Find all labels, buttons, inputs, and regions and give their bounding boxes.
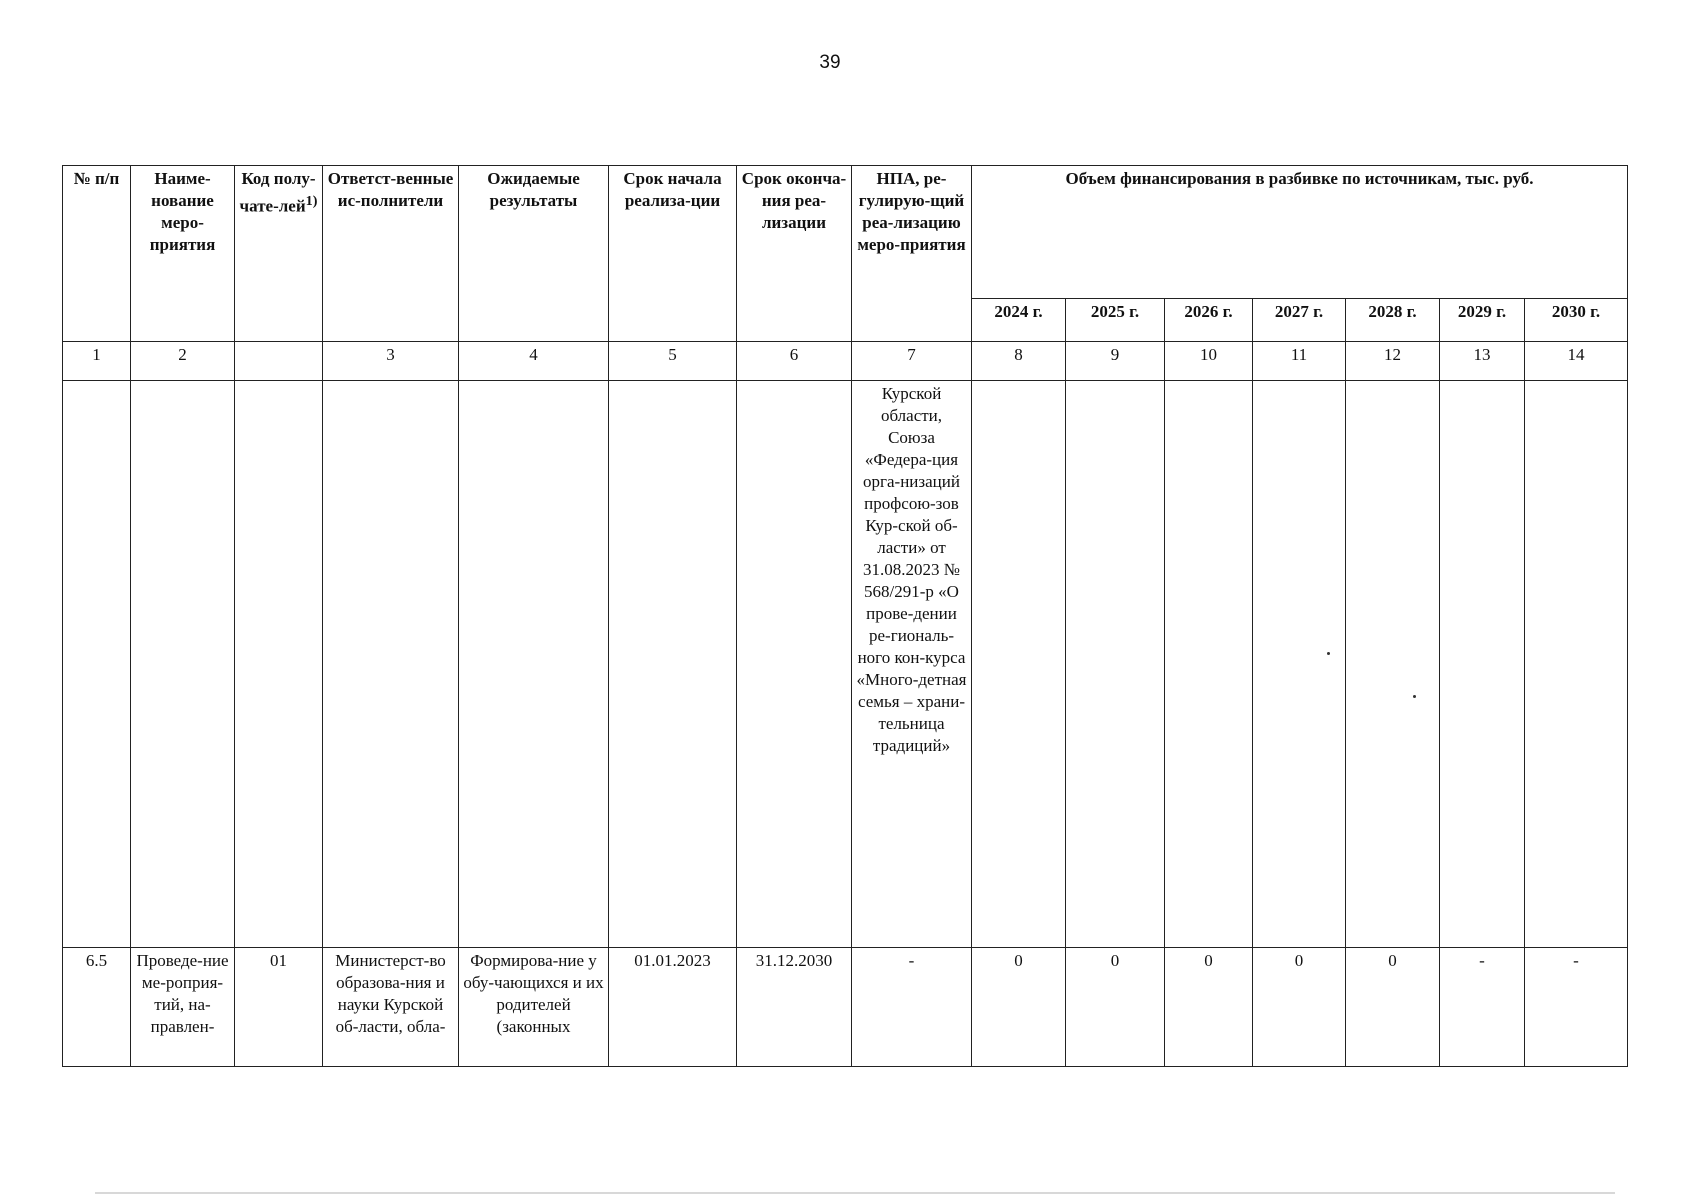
header-code-text: Код полу-чате-лей bbox=[239, 169, 316, 216]
table-cell bbox=[1440, 381, 1525, 948]
column-number: 3 bbox=[323, 342, 459, 381]
header-year: 2025 г. bbox=[1066, 299, 1165, 342]
row-amount-cell: - bbox=[1440, 948, 1525, 1067]
column-number: 10 bbox=[1165, 342, 1253, 381]
header-year: 2026 г. bbox=[1165, 299, 1253, 342]
row-code-cell: 01 bbox=[235, 948, 323, 1067]
table-cell bbox=[63, 381, 131, 948]
header-row bbox=[63, 166, 1628, 299]
column-number: 5 bbox=[609, 342, 737, 381]
table-cell bbox=[1253, 381, 1346, 948]
row-amount-cell: 0 bbox=[1066, 948, 1165, 1067]
row-responsible-cell: Министерст-во образова-ния и науки Курской об-ласти, обла- bbox=[323, 948, 459, 1067]
row-end-cell: 31.12.2030 bbox=[737, 948, 852, 1067]
npa-continuation-cell: Курской области, Союза «Федера-ция орга-низаций профсою-зов Кур-ской об-ласти» от 31.08.2023 № 568/291-р «О прове-дении ре-гиональ-ного кон-курса «Много-детная семья – храни-тельница традиций» bbox=[852, 381, 972, 948]
column-number: 4 bbox=[459, 342, 609, 381]
row-results-cell: Формирова-ние у обу-чающихся и их родителей (законных bbox=[459, 948, 609, 1067]
header-year: 2027 г. bbox=[1253, 299, 1346, 342]
row-amount-cell: 0 bbox=[972, 948, 1066, 1067]
column-number: 13 bbox=[1440, 342, 1525, 381]
header-start: Срок начала реализа-ции bbox=[609, 166, 737, 342]
row-amount-cell: 0 bbox=[1253, 948, 1346, 1067]
column-number: 2 bbox=[131, 342, 235, 381]
header-year: 2028 г. bbox=[1346, 299, 1440, 342]
header-name: Наиме-нование меро-приятия bbox=[131, 166, 235, 342]
row-name-cell: Проведе-ние ме-роприя-тий, на-правлен- bbox=[131, 948, 235, 1067]
row-amount-cell: - bbox=[1525, 948, 1628, 1067]
table-cell bbox=[972, 381, 1066, 948]
column-number: 9 bbox=[1066, 342, 1165, 381]
page-number: 39 bbox=[819, 52, 841, 73]
row-num-cell: 6.5 bbox=[63, 948, 131, 1067]
row-start-cell: 01.01.2023 bbox=[609, 948, 737, 1067]
column-number-row bbox=[63, 342, 1628, 381]
scan-speck bbox=[1327, 652, 1330, 655]
table-cell bbox=[1165, 381, 1253, 948]
row-npa-cell: - bbox=[852, 948, 972, 1067]
header-year: 2030 г. bbox=[1525, 299, 1628, 342]
column-number: 6 bbox=[737, 342, 852, 381]
header-num: № п/п bbox=[63, 166, 131, 342]
column-number: 8 bbox=[972, 342, 1066, 381]
column-number: 12 bbox=[1346, 342, 1440, 381]
header-results: Ожидаемые результаты bbox=[459, 166, 609, 342]
row-amount-cell: 0 bbox=[1165, 948, 1253, 1067]
scan-speck bbox=[1413, 695, 1416, 698]
table-cell bbox=[459, 381, 609, 948]
table-cell bbox=[609, 381, 737, 948]
header-responsible: Ответст-венные ис-полнители bbox=[323, 166, 459, 342]
column-number: 1 bbox=[63, 342, 131, 381]
header-year: 2024 г. bbox=[972, 299, 1066, 342]
header-code-footnote: 1) bbox=[305, 193, 318, 209]
scan-artifact-line bbox=[95, 1192, 1615, 1194]
header-end: Срок оконча-ния реа-лизации bbox=[737, 166, 852, 342]
table-cell bbox=[1066, 381, 1165, 948]
table-cell bbox=[323, 381, 459, 948]
header-funding: Объем финансирования в разбивке по источникам, тыс. руб. bbox=[972, 166, 1628, 299]
table-cell bbox=[235, 381, 323, 948]
column-number: 7 bbox=[852, 342, 972, 381]
table-cell bbox=[1346, 381, 1440, 948]
header-year: 2029 г. bbox=[1440, 299, 1525, 342]
header-npa: НПА, ре-гулирую-щий реа-лизацию меро-приятия bbox=[852, 166, 972, 342]
header-code bbox=[235, 166, 323, 342]
column-number bbox=[235, 342, 323, 381]
table-row-6-5 bbox=[63, 948, 1628, 1067]
column-number: 11 bbox=[1253, 342, 1346, 381]
financing-table bbox=[62, 165, 1628, 1067]
column-number: 14 bbox=[1525, 342, 1628, 381]
row-amount-cell: 0 bbox=[1346, 948, 1440, 1067]
table-cell bbox=[737, 381, 852, 948]
table-cell bbox=[131, 381, 235, 948]
table-row-continuation bbox=[63, 381, 1628, 948]
table-cell bbox=[1525, 381, 1628, 948]
